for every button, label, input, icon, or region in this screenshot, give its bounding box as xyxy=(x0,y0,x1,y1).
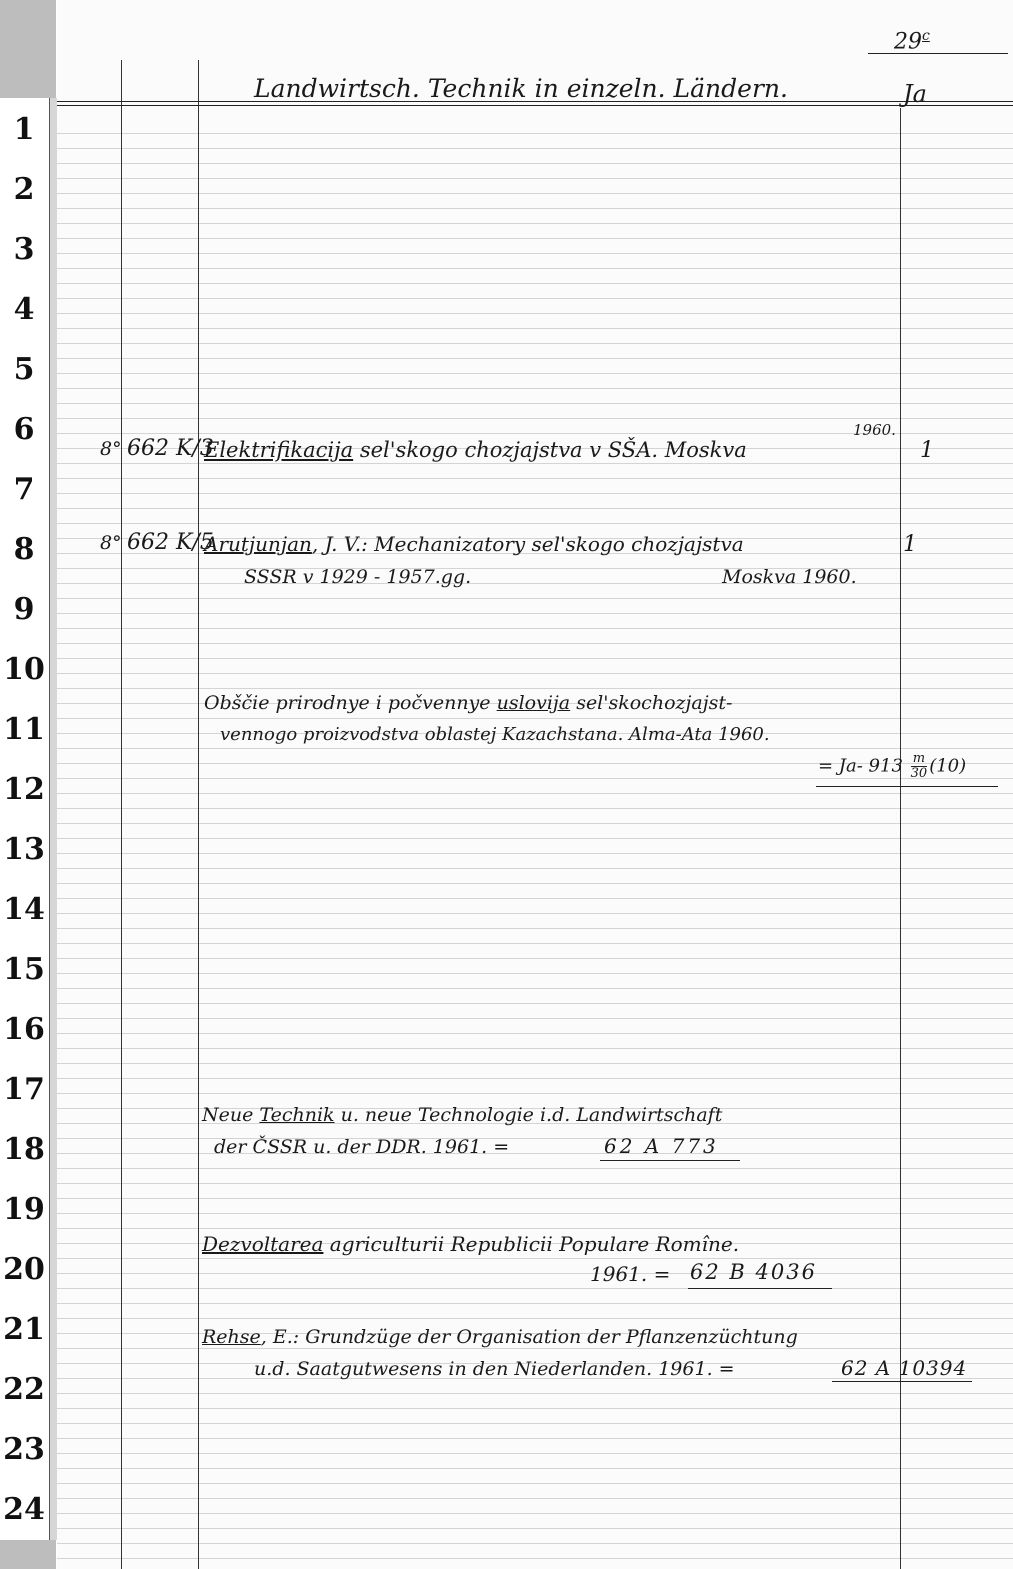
ruled-line xyxy=(57,208,1013,209)
entry-4-line-1: Neue Technik u. neue Technologie i.d. Landwirtschaft xyxy=(202,1104,723,1126)
ruled-line xyxy=(57,628,1013,629)
row-number: 22 xyxy=(3,1372,45,1407)
ruled-line xyxy=(57,958,1013,959)
ruled-line xyxy=(57,1318,1013,1319)
ruled-line xyxy=(57,1528,1013,1529)
row-number: 21 xyxy=(3,1312,45,1347)
ruled-line xyxy=(57,973,1013,974)
entry-1-year: 1960. xyxy=(853,421,896,439)
ruled-line xyxy=(57,1423,1013,1424)
ruled-line xyxy=(57,313,1013,314)
column-rule-count xyxy=(900,108,901,1569)
ruled-line xyxy=(57,1258,1013,1259)
entry-4-reference-rule xyxy=(600,1160,740,1161)
row-number: 15 xyxy=(3,952,45,987)
column-code: Ja xyxy=(903,80,927,108)
ruled-line xyxy=(57,748,1013,749)
ruled-line xyxy=(57,1393,1013,1394)
ruled-line xyxy=(57,1138,1013,1139)
ruled-line xyxy=(57,988,1013,989)
ruled-line xyxy=(57,478,1013,479)
ruled-line xyxy=(57,688,1013,689)
ruled-line xyxy=(57,1183,1013,1184)
strip-edge xyxy=(49,98,57,1540)
column-rule-shelf xyxy=(198,60,199,1569)
ruled-line xyxy=(57,718,1013,719)
entry-6-line-1: Rehse, E.: Grundzüge der Organisation der Pflanzenzüchtung xyxy=(202,1326,798,1348)
entry-3-reference: = Ja- 913 $\frac{m}{30}$ (10) xyxy=(818,751,967,781)
row-number: 13 xyxy=(3,832,45,867)
ruled-line xyxy=(57,148,1013,149)
ruled-line xyxy=(57,1453,1013,1454)
entry-2-line-1: Arutjunjan, J. V.: Mechanizatory sel'skogo chozjajstva xyxy=(204,532,744,556)
entry-5-line-2: 1961. = xyxy=(590,1262,671,1286)
ruled-line xyxy=(57,823,1013,824)
entry-1-shelf: 662 K/3 xyxy=(127,436,214,461)
ruled-line xyxy=(57,1288,1013,1289)
entry-5-line-1: Dezvoltarea agriculturii Republicii Populare Romîne. xyxy=(202,1232,740,1256)
ruled-line xyxy=(57,1438,1013,1439)
ruled-line xyxy=(57,493,1013,494)
row-number: 19 xyxy=(3,1192,45,1227)
ruled-line xyxy=(57,883,1013,884)
strip-top-shade xyxy=(0,0,56,98)
entry-3-line-1: Obščie prirodnye i počvennye uslovija sel'skochozjajst- xyxy=(204,692,733,714)
ruled-line xyxy=(57,283,1013,284)
entry-4-line-2: der ČSSR u. der DDR. 1961. = xyxy=(214,1136,510,1158)
entry-5-reference-rule xyxy=(688,1288,832,1289)
ruled-line xyxy=(57,1048,1013,1049)
ruled-line xyxy=(57,1348,1013,1349)
ruled-line xyxy=(57,1018,1013,1019)
ruled-line xyxy=(57,1228,1013,1229)
ruled-line xyxy=(57,343,1013,344)
ruled-line xyxy=(57,523,1013,524)
ruled-line xyxy=(57,1558,1013,1559)
ruled-line xyxy=(57,253,1013,254)
ruled-line xyxy=(57,1498,1013,1499)
ruled-line xyxy=(57,1303,1013,1304)
row-number: 11 xyxy=(3,712,45,747)
page-number-rule xyxy=(868,53,1008,54)
ruled-line xyxy=(57,1213,1013,1214)
row-number: 24 xyxy=(3,1492,45,1527)
ruled-line xyxy=(57,418,1013,419)
row-number: 10 xyxy=(3,652,45,687)
ruled-line xyxy=(57,1543,1013,1544)
ruled-line xyxy=(57,1168,1013,1169)
row-number: 6 xyxy=(13,412,35,447)
ruled-line xyxy=(57,1063,1013,1064)
page-number: 29$^c$ xyxy=(894,28,930,55)
entry-3-reference-rule xyxy=(816,786,998,787)
row-number: 5 xyxy=(13,352,35,387)
ruled-line xyxy=(57,943,1013,944)
ruled-line xyxy=(57,403,1013,404)
entry-4-reference: 62 A 773 xyxy=(604,1134,719,1158)
entry-1-title: Elektrifikacija sel'skogo chozjajstva v SŠA. Moskva xyxy=(204,438,747,462)
ruled-line xyxy=(57,838,1013,839)
ruled-line xyxy=(57,658,1013,659)
row-number: 20 xyxy=(3,1252,45,1287)
ruled-line xyxy=(57,223,1013,224)
ruled-line xyxy=(57,928,1013,929)
row-number: 9 xyxy=(13,592,35,627)
row-number: 2 xyxy=(13,172,35,207)
ruled-line xyxy=(57,1273,1013,1274)
ruled-line xyxy=(57,178,1013,179)
entry-1-count: 1 xyxy=(920,438,934,463)
ruled-line xyxy=(57,868,1013,869)
ruled-line xyxy=(57,1513,1013,1514)
entry-2-count: 1 xyxy=(903,532,917,557)
row-number: 8 xyxy=(13,532,35,567)
ruled-line xyxy=(57,1003,1013,1004)
header-rule-bottom xyxy=(57,105,1013,106)
entry-1-format: 8° xyxy=(100,438,122,460)
ruled-line xyxy=(57,268,1013,269)
ruled-line xyxy=(57,1408,1013,1409)
entry-3-fraction: $\frac{m}{30}$ xyxy=(910,751,928,781)
ruled-line xyxy=(57,373,1013,374)
ruled-line xyxy=(57,1468,1013,1469)
page-title: Landwirtsch. Technik in einzeln. Ländern. xyxy=(254,74,788,103)
ruled-line xyxy=(57,1153,1013,1154)
ruled-line xyxy=(57,673,1013,674)
entry-6-reference-rule xyxy=(832,1381,972,1382)
ruled-line xyxy=(57,1483,1013,1484)
ruled-line xyxy=(57,808,1013,809)
ruled-line xyxy=(57,913,1013,914)
ruled-line xyxy=(57,568,1013,569)
entry-6-line-2: u.d. Saatgutwesens in den Niederlanden. 1961. = xyxy=(254,1358,735,1380)
row-number: 1 xyxy=(13,112,35,147)
ruled-line xyxy=(57,163,1013,164)
entry-2-shelf: 662 K/5 xyxy=(127,530,214,555)
ruled-line xyxy=(57,508,1013,509)
ruled-line xyxy=(57,298,1013,299)
row-number: 14 xyxy=(3,892,45,927)
entry-2-place: Moskva 1960. xyxy=(722,566,857,588)
ruled-line xyxy=(57,598,1013,599)
entry-2-format: 8° xyxy=(100,532,122,554)
ruled-line xyxy=(57,898,1013,899)
entry-5-reference: 62 B 4036 xyxy=(690,1260,817,1284)
ruled-line xyxy=(57,328,1013,329)
ruled-line xyxy=(57,1078,1013,1079)
row-number: 16 xyxy=(3,1012,45,1047)
ruled-line xyxy=(57,1093,1013,1094)
ruled-line xyxy=(57,643,1013,644)
ruled-line xyxy=(57,463,1013,464)
ruled-line xyxy=(57,388,1013,389)
row-number: 23 xyxy=(3,1432,45,1467)
row-number: 18 xyxy=(3,1132,45,1167)
ruled-line xyxy=(57,853,1013,854)
ruled-line xyxy=(57,1198,1013,1199)
ruled-line xyxy=(57,613,1013,614)
entry-2-line-2: SSSR v 1929 - 1957.gg. xyxy=(244,566,472,588)
strip-bottom-shade xyxy=(0,1540,56,1569)
ruled-line xyxy=(57,193,1013,194)
ruled-line xyxy=(57,133,1013,134)
ruled-line xyxy=(57,793,1013,794)
entry-3-line-2: vennogo proizvodstva oblastej Kazachstana. Alma-Ata 1960. xyxy=(220,724,770,745)
ruled-line xyxy=(57,1033,1013,1034)
entry-6-reference: 62 A 10394 xyxy=(841,1356,968,1380)
row-number: 12 xyxy=(3,772,45,807)
ruled-line xyxy=(57,358,1013,359)
ruled-line xyxy=(57,583,1013,584)
ruled-line xyxy=(57,238,1013,239)
column-rule-format xyxy=(121,60,122,1569)
row-number: 17 xyxy=(3,1072,45,1107)
row-number: 4 xyxy=(13,292,35,327)
row-number: 7 xyxy=(13,472,35,507)
row-number: 3 xyxy=(13,232,35,267)
